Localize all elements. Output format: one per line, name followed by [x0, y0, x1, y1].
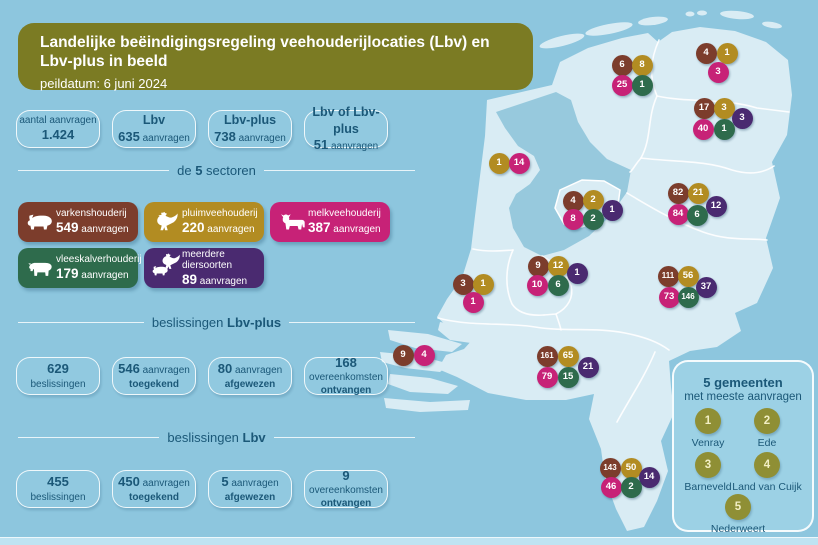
- footer-strip: [0, 537, 818, 545]
- lbv-decision-value: 450 aanvragen: [118, 474, 190, 490]
- drenthe-vleeskalver-count: 1: [714, 119, 735, 140]
- lbv-decision-box-2: [208, 470, 292, 508]
- divider-line: [18, 322, 144, 324]
- overijssel-meerdere-count: 12: [706, 196, 727, 217]
- total-box-1: [112, 110, 196, 148]
- drenthe-varkens-count: 17: [694, 98, 715, 119]
- lbv-plus-decision-label: toegekend: [128, 378, 179, 390]
- lbv-decision-value: 5 aanvragen: [221, 474, 279, 490]
- drenthe-pluimvee-count: 3: [714, 98, 735, 119]
- sector-tile-vleeskalver: [18, 248, 142, 288]
- divider-line: [274, 437, 415, 439]
- lbv-plus-decision-value: 629: [47, 361, 69, 377]
- sector-value: 220 aanvragen: [182, 219, 255, 235]
- lbv-divider: [18, 430, 415, 445]
- overijssel-melkvee-count: 84: [668, 204, 689, 225]
- sector-name: melkveehouderij: [308, 208, 381, 220]
- total-box-2: [208, 110, 292, 148]
- lbv-decision-value: 9 overeenkomsten: [309, 467, 383, 497]
- lbv-decision-label: afgewezen: [224, 491, 276, 503]
- lbv-decision-value: 455: [47, 474, 69, 490]
- sector-value: 387 aanvragen: [308, 219, 381, 235]
- sector-tile-text: [308, 208, 381, 235]
- friesland-melkvee-count: 25: [612, 75, 633, 96]
- lbv-plus-decision-box-2: [208, 357, 292, 395]
- sector-tile-text: [182, 249, 260, 288]
- sector-tile-varkens: [18, 202, 138, 242]
- lbv-decision-box-1: [112, 470, 196, 508]
- lbv-plus-decision-box-3: [304, 354, 388, 397]
- decisions-lbv-row: [16, 467, 388, 510]
- gemeente-item-land-van-cuijk: [724, 452, 810, 493]
- gemeente-name: Venray: [691, 437, 725, 449]
- noord-brabant-vleeskalver-count: 15: [558, 367, 579, 388]
- chicken-icon: [150, 211, 182, 234]
- zuid-holland-pluimvee-count: 1: [473, 274, 494, 295]
- gemeenten-subtitle: met meeste aanvragen: [684, 391, 802, 403]
- gemeenten-title: 5 gemeenten: [703, 375, 783, 390]
- sector-tile-pluimvee: [144, 202, 264, 242]
- sector-value: 179 aanvragen: [56, 265, 129, 281]
- gemeente-rank-badge: 4: [754, 452, 780, 478]
- noord-holland-pluimvee-count: 1: [489, 153, 510, 174]
- sector-tile-melkvee: [270, 202, 390, 242]
- noord-brabant-melkvee-count: 79: [537, 367, 558, 388]
- page-title: Landelijke beëindigingsregeling veehouderijlocaties (Lbv) en Lbv-plus in beeld: [40, 34, 490, 70]
- utrecht-pluimvee-count: 12: [548, 256, 569, 277]
- sector-name: meerdere diersoorten: [182, 248, 233, 272]
- groningen-varkens-count: 4: [696, 43, 717, 64]
- calf-icon: [24, 259, 56, 278]
- lbv-decision-label: toegekend: [128, 491, 179, 503]
- limburg-meerdere-count: 14: [639, 467, 660, 488]
- total-box-0: [16, 110, 100, 148]
- total-box-value: 51 aanvragen: [313, 136, 379, 152]
- gelderland-pluimvee-count: 56: [678, 266, 699, 287]
- lbv-plus-heading: beslissingen Lbv-plus: [151, 315, 282, 330]
- total-box-3: [304, 105, 388, 152]
- gelderland-melkvee-count: 73: [659, 287, 680, 308]
- gemeente-item-ede: [724, 408, 810, 449]
- sector-name: vleeskalverhouderij: [56, 254, 142, 266]
- lbv-plus-decision-label: ontvangen: [320, 385, 372, 397]
- lbv-plus-decision-value: 168 overeenkomsten: [309, 354, 383, 384]
- total-box-value: 738 aanvragen: [214, 128, 286, 144]
- zeeland-varkens-count: 9: [393, 345, 414, 366]
- groningen-pluimvee-count: 1: [717, 43, 738, 64]
- lbv-decision-label: beslissingen: [30, 491, 86, 503]
- title-banner: [18, 23, 533, 90]
- decisions-lbv-plus-row: [16, 354, 388, 397]
- overijssel-pluimvee-count: 21: [688, 183, 709, 204]
- limburg-melkvee-count: 46: [601, 477, 622, 498]
- lbv-heading: beslissingen Lbv: [167, 430, 266, 445]
- limburg-vleeskalver-count: 2: [621, 477, 642, 498]
- noord-holland-melkvee-count: 14: [509, 153, 530, 174]
- gemeente-rank-badge: 2: [754, 408, 780, 434]
- utrecht-melkvee-count: 10: [527, 275, 548, 296]
- reference-date: peildatum: 6 juni 2024: [40, 76, 168, 92]
- divider-line: [18, 170, 169, 172]
- lbv-plus-decision-box-1: [112, 357, 196, 395]
- sector-name: varkenshouderij: [56, 208, 127, 220]
- gelderland-meerdere-count: 37: [696, 277, 717, 298]
- total-box-value: 1.424: [41, 127, 75, 143]
- total-box-label: Lbv: [142, 113, 166, 128]
- limburg-pluimvee-count: 50: [621, 458, 642, 479]
- utrecht-varkens-count: 9: [528, 256, 549, 277]
- sectors-divider: [18, 163, 415, 178]
- utrecht-meerdere-count: 1: [567, 263, 588, 284]
- cow-icon: [276, 212, 308, 233]
- divider-line: [289, 322, 415, 324]
- gelderland-vleeskalver-count: 146: [678, 287, 699, 308]
- gemeente-name: Nederweert: [710, 523, 766, 535]
- total-box-label: aantal aanvragen: [19, 115, 97, 127]
- noord-brabant-meerdere-count: 21: [578, 357, 599, 378]
- sector-tile-text: [182, 208, 258, 235]
- lbv-plus-divider: [18, 315, 415, 330]
- noord-brabant-varkens-count: 161: [537, 346, 558, 367]
- total-box-label: Lbv-plus: [223, 113, 277, 128]
- drenthe-meerdere-count: 3: [732, 108, 753, 129]
- gemeente-name: Land van Cuijk: [732, 481, 802, 493]
- zeeland-melkvee-count: 4: [414, 345, 435, 366]
- flevoland-pluimvee-count: 2: [583, 190, 604, 211]
- flevoland-varkens-count: 4: [563, 191, 584, 212]
- totals-row: [16, 105, 388, 152]
- divider-line: [18, 437, 159, 439]
- drenthe-melkvee-count: 40: [693, 119, 714, 140]
- pig-icon: [24, 212, 56, 233]
- friesland-varkens-count: 6: [612, 55, 633, 76]
- lbv-plus-decision-box-0: [16, 357, 100, 395]
- top-gemeenten-box: [672, 360, 814, 535]
- overijssel-varkens-count: 82: [668, 183, 689, 204]
- utrecht-vleeskalver-count: 6: [548, 275, 569, 296]
- gemeente-name: Ede: [757, 437, 777, 449]
- zuid-holland-melkvee-count: 1: [463, 292, 484, 313]
- friesland-vleeskalver-count: 1: [632, 75, 653, 96]
- sector-name: pluimveehouderij: [182, 208, 258, 220]
- flevoland-vleeskalver-count: 2: [583, 209, 604, 230]
- total-box-value: 635 aanvragen: [118, 128, 190, 144]
- noord-brabant-pluimvee-count: 65: [558, 346, 579, 367]
- total-box-label: Lbv of Lbv-plus: [312, 105, 380, 136]
- gemeente-item-nederweert: [695, 494, 781, 535]
- gemeente-rank-badge: 5: [725, 494, 751, 520]
- flevoland-melkvee-count: 8: [563, 209, 584, 230]
- gemeente-name: Barneveld: [684, 481, 732, 493]
- lbv-decision-box-0: [16, 470, 100, 508]
- sector-value: 549 aanvragen: [56, 219, 129, 235]
- gemeente-rank-badge: 1: [695, 408, 721, 434]
- sector-tile-text: [56, 208, 129, 235]
- chicken-pig-icon: [150, 253, 182, 283]
- flevoland-meerdere-count: 1: [602, 200, 623, 221]
- divider-line: [264, 170, 415, 172]
- lbv-plus-decision-value: 546 aanvragen: [118, 361, 190, 377]
- lbv-decision-box-3: [304, 467, 388, 510]
- gelderland-varkens-count: 111: [658, 266, 679, 287]
- sector-tile-text: [56, 254, 142, 281]
- groningen-melkvee-count: 3: [708, 62, 729, 83]
- sector-value: 89 aanvragen: [182, 271, 248, 287]
- limburg-varkens-count: 143: [600, 458, 621, 479]
- sector-tile-meerdere: [144, 248, 264, 288]
- gemeente-rank-badge: 3: [695, 452, 721, 478]
- friesland-pluimvee-count: 8: [632, 55, 653, 76]
- lbv-decision-label: ontvangen: [320, 498, 372, 510]
- zuid-holland-varkens-count: 3: [453, 274, 474, 295]
- sector-tiles: [18, 202, 404, 288]
- lbv-plus-decision-label: beslissingen: [30, 378, 86, 390]
- sectors-heading: de 5 sectoren: [177, 163, 256, 178]
- lbv-plus-decision-value: 80 aanvragen: [217, 361, 283, 377]
- lbv-plus-decision-label: afgewezen: [224, 378, 276, 390]
- overijssel-vleeskalver-count: 6: [687, 205, 708, 226]
